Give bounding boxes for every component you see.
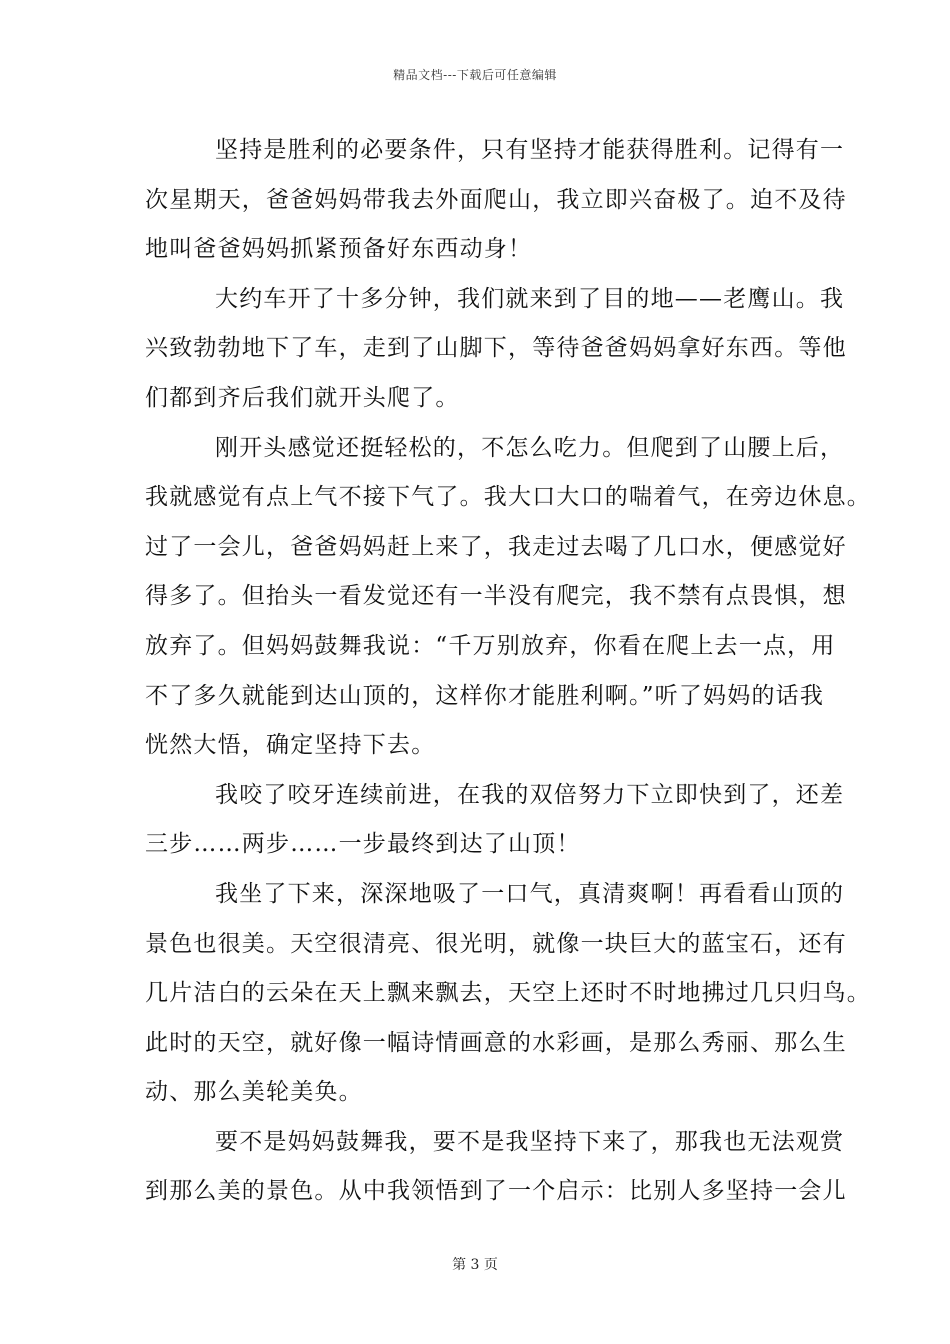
text-line: 动、那么美轮美奂。 — [145, 1079, 363, 1106]
text-line: 大约车开了十多分钟，我们就来到了目的地——老鹰山。我 — [215, 285, 845, 312]
text-line: 们都到齐后我们就开头爬了。 — [145, 384, 460, 411]
text-line: 到那么美的景色。从中我领悟到了一个启示：比别人多坚持一会儿 — [145, 1178, 847, 1205]
text-line: 几片洁白的云朵在天上飘来飘去，天空上还时不时地拂过几只归鸟。 — [145, 980, 871, 1007]
page-header: 精品文档---下载后可任意编辑 — [393, 68, 557, 82]
text-line: 我坐了下来，深深地吸了一口气，真清爽啊！再看看山顶的 — [215, 880, 845, 907]
text-line: 坚持是胜利的必要条件，只有坚持才能获得胜利。记得有一 — [215, 137, 845, 163]
text-line: 地叫爸爸妈妈抓紧预备好东西动身！ — [145, 236, 533, 263]
text-line: 放弃了。但妈妈鼓舞我说：“千万别放弃，你看在爬上去一点，用 — [145, 632, 836, 659]
text-line: 次星期天，爸爸妈妈带我去外面爬山，我立即兴奋极了。迫不及待 — [145, 186, 847, 213]
text-line: 景色也很美。天空很清亮、很光明，就像一块巨大的蓝宝石，还有 — [145, 930, 847, 957]
text-line: 三步……两步……一步最终到达了山顶！ — [145, 831, 581, 858]
text-line: 得多了。但抬头一看发觉还有一半没有爬完，我不禁有点畏惧，想 — [145, 583, 847, 610]
text-line: 不了多久就能到达山顶的，这样你才能胜利啊。”听了妈妈的话我 — [145, 682, 825, 709]
text-line: 我就感觉有点上气不接下气了。我大口大口的喘着气，在旁边休息。 — [145, 484, 871, 511]
text-line: 要不是妈妈鼓舞我，要不是我坚持下来了，那我也无法观赏 — [215, 1128, 845, 1155]
text-line: 过了一会儿，爸爸妈妈赶上来了，我走过去喝了几口水，便感觉好 — [145, 533, 847, 560]
text-line: 此时的天空，就好像一幅诗情画意的水彩画，是那么秀丽、那么生 — [145, 1029, 847, 1056]
text-line: 恍然大悟，确定坚持下去。 — [145, 732, 436, 759]
page-number: 第 3 页 — [452, 1257, 498, 1273]
document-body — [145, 126, 871, 1217]
text-line: 我咬了咬牙连续前进，在我的双倍努力下立即快到了，还差 — [215, 781, 845, 808]
text-line: 兴致勃勃地下了车，走到了山脚下，等待爸爸妈妈拿好东西。等他 — [145, 335, 847, 362]
text-line: 刚开头感觉还挺轻松的，不怎么吃力。但爬到了山腰上后， — [215, 434, 845, 461]
